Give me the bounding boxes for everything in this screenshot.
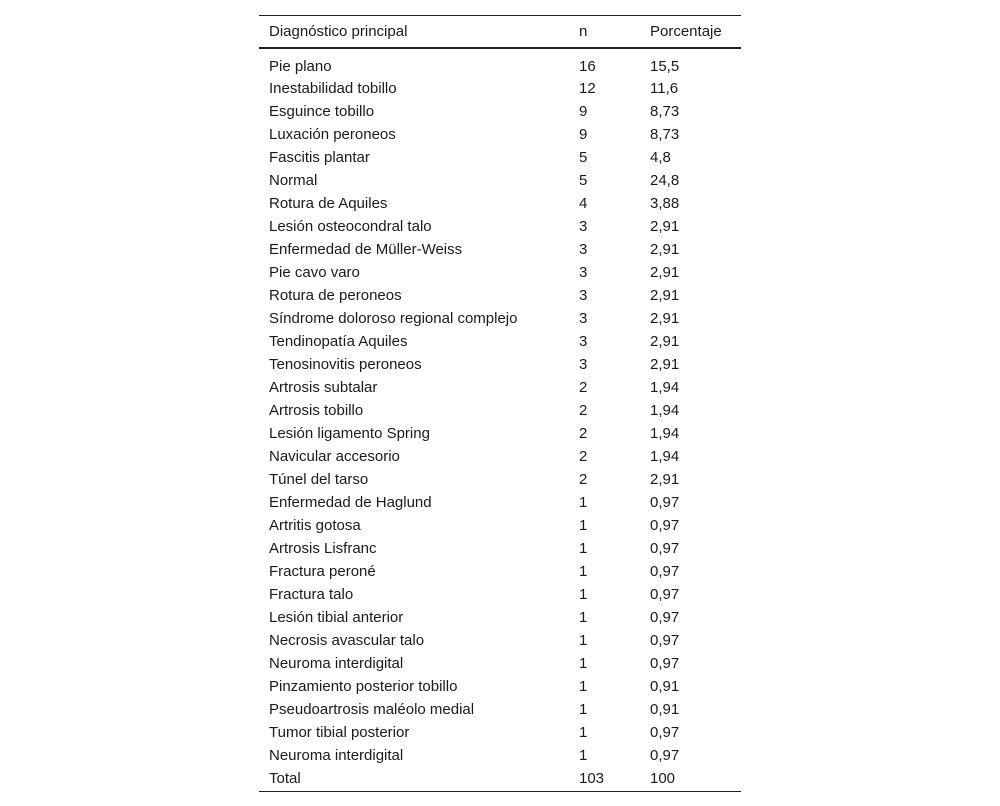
count-cell: 4 bbox=[579, 195, 588, 212]
table-row bbox=[259, 123, 741, 146]
table-row bbox=[259, 652, 741, 675]
count-cell: 2 bbox=[579, 425, 588, 442]
percentage-cell: 3,88 bbox=[650, 195, 680, 212]
percentage-cell: 1,94 bbox=[650, 379, 680, 396]
count-cell: 1 bbox=[579, 609, 588, 626]
percentage-cell: 2,91 bbox=[650, 471, 680, 488]
table-row bbox=[259, 537, 741, 560]
percentage-cell: 0,97 bbox=[650, 494, 680, 511]
table-row bbox=[259, 100, 741, 123]
diagnosis-table-container bbox=[259, 15, 741, 792]
count-cell: 9 bbox=[579, 103, 588, 120]
diagnosis-table bbox=[259, 15, 741, 792]
diagnosis-cell: Pie plano bbox=[269, 57, 332, 75]
table-row bbox=[259, 215, 741, 238]
count-cell: 3 bbox=[579, 241, 588, 258]
diagnosis-cell: Enfermedad de Müller-Weiss bbox=[269, 241, 463, 258]
diagnosis-cell: Navicular accesorio bbox=[269, 448, 400, 465]
count-cell: 2 bbox=[579, 379, 588, 396]
percentage-cell: 2,91 bbox=[650, 310, 680, 327]
percentage-cell: 0,97 bbox=[650, 655, 680, 672]
percentage-cell: 0,97 bbox=[650, 563, 680, 580]
diagnosis-cell: Artritis gotosa bbox=[269, 517, 361, 534]
diagnosis-cell: Pie cavo varo bbox=[269, 264, 360, 281]
diagnosis-cell: Neuroma interdigital bbox=[269, 747, 404, 764]
table-row bbox=[259, 146, 741, 169]
table-row bbox=[259, 445, 741, 468]
table-row bbox=[259, 629, 741, 652]
diagnosis-cell: Fractura talo bbox=[269, 586, 354, 603]
table-row bbox=[259, 606, 741, 629]
table-row bbox=[259, 238, 741, 261]
percentage-cell: 0,97 bbox=[650, 586, 680, 603]
percentage-cell: 1,94 bbox=[650, 448, 680, 465]
header-percentage: Porcentaje bbox=[650, 23, 722, 40]
count-cell: 3 bbox=[579, 310, 588, 327]
table-row bbox=[259, 744, 741, 767]
header-n: n bbox=[579, 23, 588, 40]
table-row bbox=[259, 307, 741, 330]
header-row bbox=[259, 16, 741, 49]
diagnosis-cell: Luxación peroneos bbox=[269, 126, 396, 143]
diagnosis-cell: Total bbox=[269, 770, 301, 788]
count-cell: 1 bbox=[579, 724, 588, 741]
table-header bbox=[259, 16, 741, 49]
count-cell: 103 bbox=[579, 770, 605, 788]
table-row bbox=[259, 468, 741, 491]
percentage-cell: 100 bbox=[650, 770, 676, 788]
count-cell: 1 bbox=[579, 494, 588, 511]
percentage-cell: 2,91 bbox=[650, 333, 680, 350]
diagnosis-cell: Artrosis subtalar bbox=[269, 379, 378, 396]
diagnosis-cell: Túnel del tarso bbox=[269, 471, 369, 488]
percentage-cell: 8,73 bbox=[650, 103, 680, 120]
percentage-cell: 0,97 bbox=[650, 747, 680, 764]
percentage-cell: 0,97 bbox=[650, 540, 680, 557]
table-row bbox=[259, 514, 741, 537]
count-cell: 16 bbox=[579, 57, 596, 75]
table-row bbox=[259, 422, 741, 445]
count-cell: 1 bbox=[579, 655, 588, 672]
table-row bbox=[259, 77, 741, 100]
count-cell: 1 bbox=[579, 586, 588, 603]
count-cell: 3 bbox=[579, 218, 588, 235]
percentage-cell: 0,97 bbox=[650, 724, 680, 741]
diagnosis-cell: Enfermedad de Haglund bbox=[269, 494, 432, 511]
percentage-cell: 15,5 bbox=[650, 57, 680, 75]
count-cell: 1 bbox=[579, 678, 588, 695]
percentage-cell: 0,97 bbox=[650, 632, 680, 649]
count-cell: 1 bbox=[579, 540, 588, 557]
diagnosis-cell: Fractura peroné bbox=[269, 563, 376, 580]
diagnosis-cell: Síndrome doloroso regional complejo bbox=[269, 310, 518, 327]
percentage-cell: 24,8 bbox=[650, 172, 680, 189]
diagnosis-cell: Lesión osteocondral talo bbox=[269, 218, 432, 235]
diagnosis-cell: Fascitis plantar bbox=[269, 149, 370, 166]
table-row bbox=[259, 698, 741, 721]
table-body bbox=[259, 48, 741, 791]
diagnosis-cell: Normal bbox=[269, 172, 318, 189]
diagnosis-cell: Rotura de peroneos bbox=[269, 287, 402, 304]
table-row bbox=[259, 261, 741, 284]
table-row bbox=[259, 192, 741, 215]
percentage-cell: 0,91 bbox=[650, 701, 680, 718]
percentage-cell: 2,91 bbox=[650, 241, 680, 258]
percentage-cell: 0,97 bbox=[650, 517, 680, 534]
count-cell: 2 bbox=[579, 471, 588, 488]
count-cell: 5 bbox=[579, 149, 588, 166]
table-row bbox=[259, 675, 741, 698]
total-row bbox=[259, 767, 741, 791]
diagnosis-cell: Lesión tibial anterior bbox=[269, 609, 404, 626]
percentage-cell: 8,73 bbox=[650, 126, 680, 143]
diagnosis-cell: Artrosis Lisfranc bbox=[269, 540, 377, 557]
diagnosis-cell: Pseudoartrosis maléolo medial bbox=[269, 701, 475, 718]
percentage-cell: 2,91 bbox=[650, 287, 680, 304]
diagnosis-cell: Artrosis tobillo bbox=[269, 402, 364, 419]
count-cell: 1 bbox=[579, 701, 588, 718]
count-cell: 1 bbox=[579, 517, 588, 534]
diagnosis-cell: Lesión ligamento Spring bbox=[269, 425, 430, 442]
table-row bbox=[259, 353, 741, 376]
count-cell: 3 bbox=[579, 356, 588, 373]
count-cell: 12 bbox=[579, 80, 596, 97]
table-row bbox=[259, 48, 741, 77]
diagnosis-cell: Tumor tibial posterior bbox=[269, 724, 410, 741]
table-row bbox=[259, 284, 741, 307]
table-row bbox=[259, 721, 741, 744]
diagnosis-cell: Tenosinovitis peroneos bbox=[269, 356, 422, 373]
diagnosis-cell: Necrosis avascular talo bbox=[269, 632, 425, 649]
count-cell: 3 bbox=[579, 264, 588, 281]
diagnosis-cell: Esguince tobillo bbox=[269, 103, 375, 120]
count-cell: 5 bbox=[579, 172, 588, 189]
count-cell: 9 bbox=[579, 126, 588, 143]
table-row bbox=[259, 491, 741, 514]
count-cell: 2 bbox=[579, 402, 588, 419]
table-row bbox=[259, 583, 741, 606]
table-row bbox=[259, 376, 741, 399]
table-row bbox=[259, 560, 741, 583]
percentage-cell: 0,97 bbox=[650, 609, 680, 626]
count-cell: 1 bbox=[579, 747, 588, 764]
table-row bbox=[259, 399, 741, 422]
header-diagnosis: Diagnóstico principal bbox=[269, 23, 408, 40]
diagnosis-cell: Pinzamiento posterior tobillo bbox=[269, 678, 458, 695]
percentage-cell: 2,91 bbox=[650, 218, 680, 235]
table-row bbox=[259, 169, 741, 192]
percentage-cell: 1,94 bbox=[650, 402, 680, 419]
percentage-cell: 2,91 bbox=[650, 264, 680, 281]
percentage-cell: 4,8 bbox=[650, 149, 671, 166]
diagnosis-cell: Rotura de Aquiles bbox=[269, 195, 388, 212]
count-cell: 1 bbox=[579, 563, 588, 580]
percentage-cell: 11,6 bbox=[650, 80, 679, 97]
percentage-cell: 0,91 bbox=[650, 678, 680, 695]
table-row bbox=[259, 330, 741, 353]
count-cell: 2 bbox=[579, 448, 588, 465]
count-cell: 3 bbox=[579, 333, 588, 350]
percentage-cell: 2,91 bbox=[650, 356, 680, 373]
count-cell: 3 bbox=[579, 287, 588, 304]
diagnosis-cell: Neuroma interdigital bbox=[269, 655, 404, 672]
diagnosis-cell: Tendinopatía Aquiles bbox=[269, 333, 408, 350]
percentage-cell: 1,94 bbox=[650, 425, 680, 442]
diagnosis-cell: Inestabilidad tobillo bbox=[269, 80, 397, 97]
count-cell: 1 bbox=[579, 632, 588, 649]
